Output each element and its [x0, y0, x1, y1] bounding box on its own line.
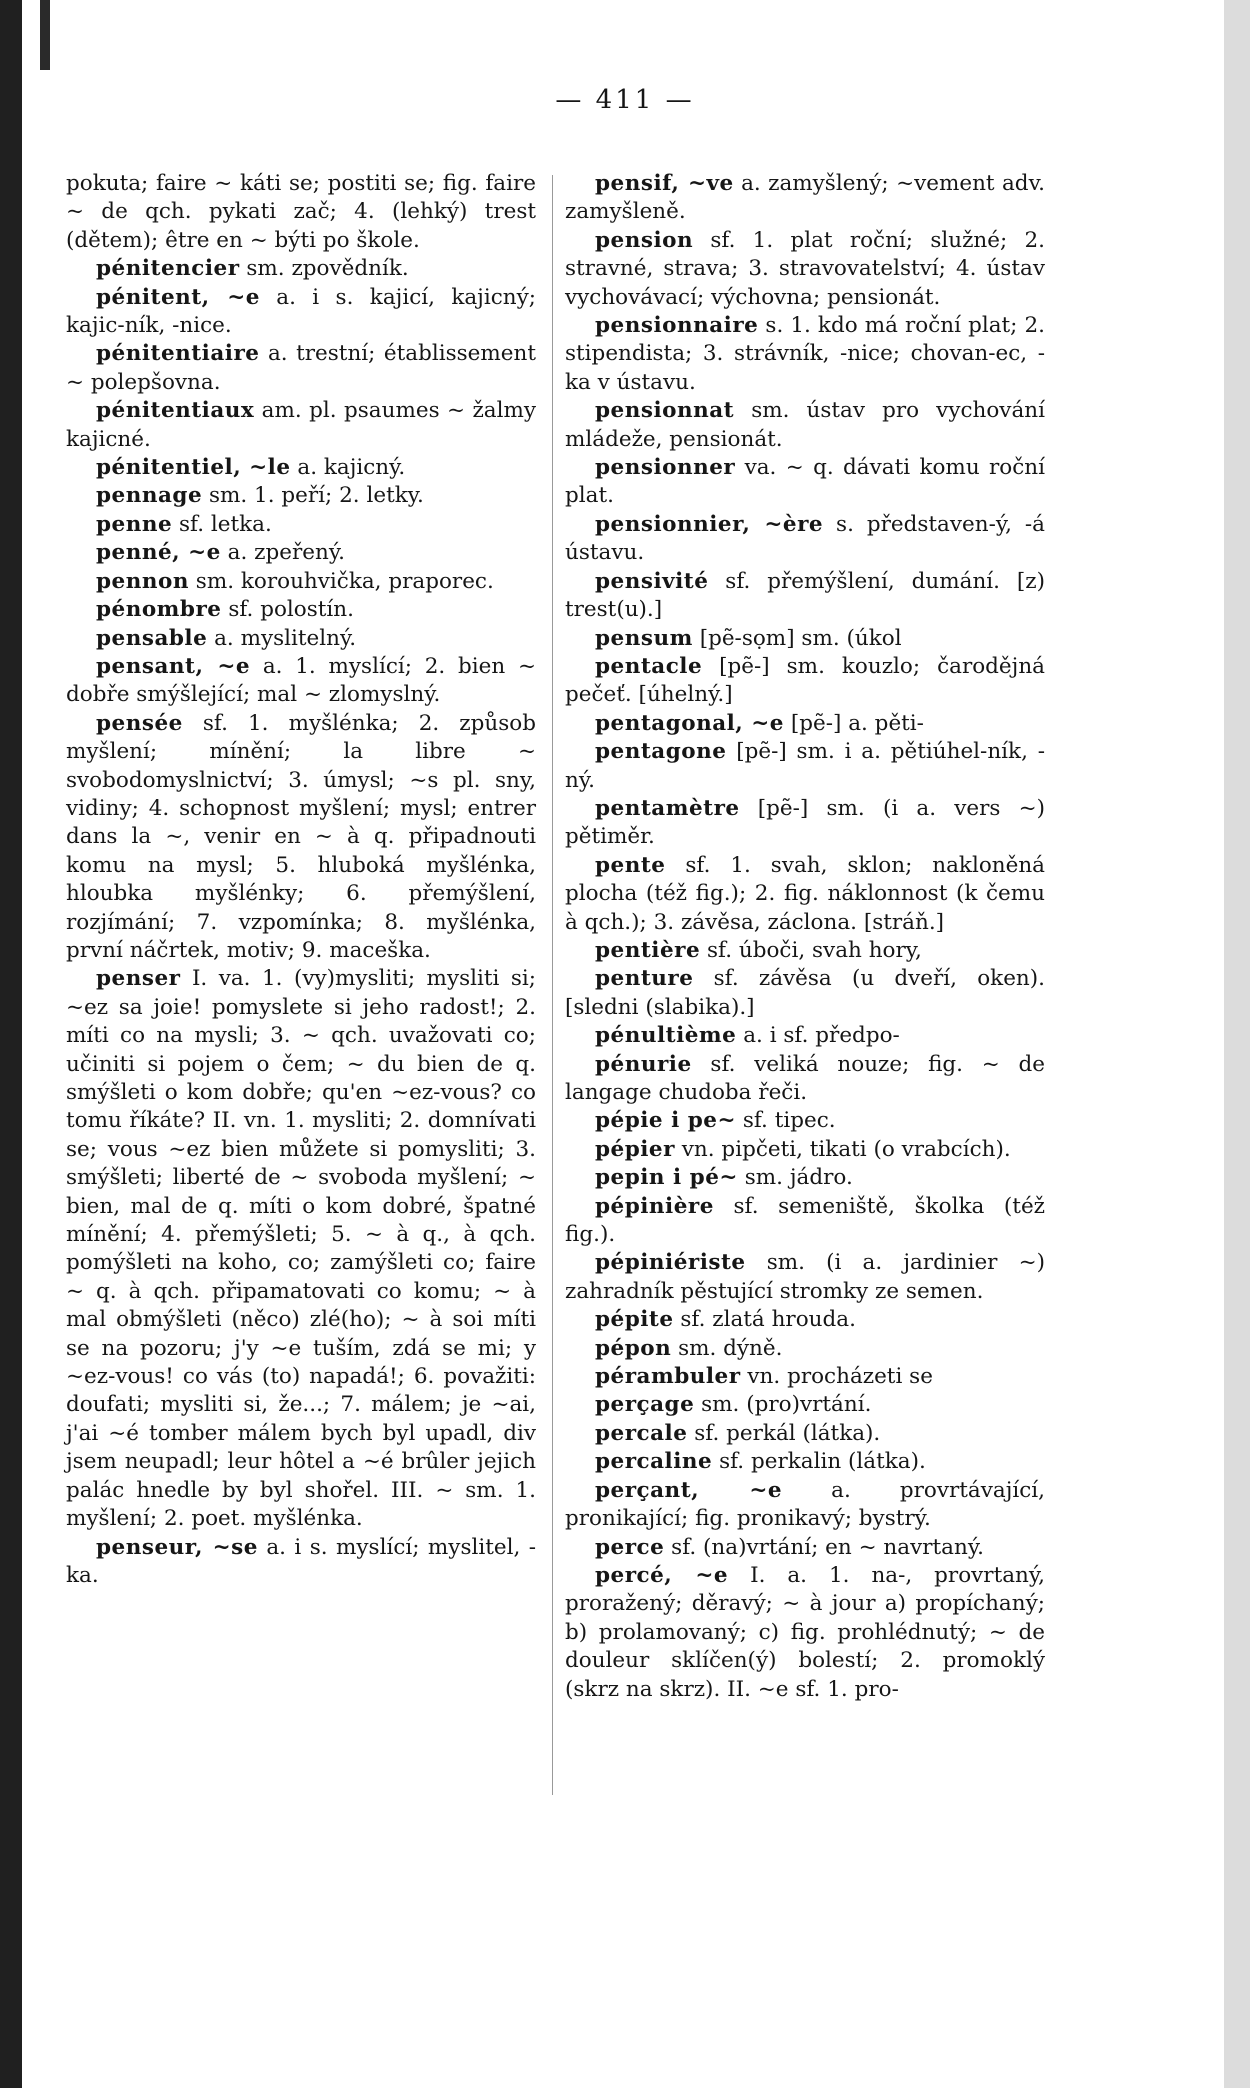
entry-definition: sm. 1. peří; 2. letky.	[208, 483, 424, 509]
entry-definition: sm. korouhvička, praporec.	[195, 568, 494, 594]
entry-definition: a. zpeřený.	[227, 540, 345, 566]
right-column	[565, 170, 1045, 1704]
entry-definition: s. 1. kdo má roční plat; 2. stipendista; 3. strávník, -nice; chovan-ec, -ka v ústavu.	[565, 313, 1045, 395]
entry-headword: pénitencier	[96, 256, 240, 282]
dictionary-entry	[565, 1249, 1045, 1306]
entry-definition: sm. (i a. jardinier ~) zahradník pěstující stromky ze semen.	[565, 1250, 1045, 1304]
entry-headword: perçage	[595, 1392, 695, 1418]
entry-definition: a. i s. myslící; myslitel, -ka.	[66, 1534, 536, 1588]
entry-definition: va. ~ q. dávati komu roční plat.	[565, 455, 1045, 509]
scan-edge-mark	[40, 0, 50, 70]
dictionary-entry	[66, 710, 536, 966]
dictionary-entry	[66, 397, 536, 454]
dictionary-entry	[565, 1136, 1045, 1164]
entry-headword: pénombre	[96, 597, 222, 623]
entry-headword: perçant, ~e	[595, 1477, 783, 1503]
entry-headword: pentagone	[595, 739, 727, 765]
entry-headword: pénitent, ~e	[96, 284, 260, 310]
entry-definition: a. 1. myslící; 2. bien ~ dobře smýšlející; mal ~ zlomyslný.	[66, 653, 536, 708]
entry-definition: a. i sf. předpo-	[743, 1023, 900, 1049]
entry-headword: pénitentiaux	[96, 398, 255, 424]
dictionary-entry	[565, 397, 1045, 454]
dictionary-entry	[66, 596, 536, 624]
dictionary-entry	[565, 227, 1045, 312]
entry-headword: percé, ~e	[595, 1562, 729, 1588]
dictionary-entry	[66, 482, 536, 510]
dictionary-entry	[565, 1363, 1045, 1391]
column-divider	[552, 175, 553, 1795]
entry-definition: sf. závěsa (u dveří, oken). [sledni (slabika).]	[565, 966, 1045, 1020]
entry-headword: pénurie	[595, 1051, 692, 1077]
entry-headword: pensée	[96, 710, 183, 736]
dictionary-entry	[565, 1306, 1045, 1334]
entry-definition: [pẽ-] sm. i a. pětiúhel-ník, -ný.	[565, 739, 1045, 793]
entry-headword: pentamètre	[595, 795, 740, 821]
entry-definition: sf. letka.	[179, 511, 272, 537]
dictionary-entry	[66, 965, 536, 1533]
dictionary-entry	[565, 1164, 1045, 1192]
entry-headword: penture	[595, 966, 694, 992]
dictionary-entry	[66, 511, 536, 539]
entry-headword: pépie i pe~	[595, 1108, 736, 1134]
entry-definition: a. zamyšlený; ~vement adv. zamyšleně.	[565, 171, 1045, 225]
dictionary-entry	[66, 255, 536, 283]
scan-right-edge	[1224, 0, 1250, 2088]
entry-headword: pepin i pé~	[595, 1165, 738, 1191]
entry-definition: sf. 1. plat roční; služné; 2. stravné, strava; 3. stravovatelství; 4. ústav vychovávací; výchovna; pensionát.	[565, 227, 1045, 310]
entry-headword: penseur, ~se	[96, 1534, 258, 1560]
dictionary-entry	[565, 937, 1045, 965]
entry-definition: sf. perkalin (látka).	[719, 1449, 926, 1475]
entry-definition: sf. veliká nouze; fig. ~ de langage chudoba řeči.	[565, 1051, 1045, 1105]
dictionary-entry	[565, 1107, 1045, 1135]
entry-definition: sm. ústav pro vychování mládeže, pensionát.	[565, 398, 1045, 452]
dictionary-entry	[565, 170, 1045, 227]
dictionary-entry	[565, 511, 1045, 568]
dictionary-entry	[565, 1448, 1045, 1476]
dictionary-entry	[565, 738, 1045, 795]
entry-headword: pénultième	[595, 1023, 737, 1049]
entry-headword: pensif, ~ve	[595, 171, 734, 196]
left-column	[66, 170, 536, 1590]
entry-definition: a. myslitelný.	[214, 625, 357, 651]
dictionary-entry	[565, 795, 1045, 852]
entry-headword: pennon	[96, 568, 189, 594]
entry-headword: pensionner	[595, 455, 736, 481]
entry-definition: [pẽ-] sm. (i a. vers ~) pětiměr.	[565, 795, 1046, 850]
entry-definition: sf. tipec.	[742, 1108, 836, 1134]
entry-definition: [pẽ-sọm] sm. (úkol	[699, 625, 902, 651]
dictionary-entry	[565, 653, 1045, 710]
entry-headword: pentagonal, ~e	[595, 710, 784, 736]
entry-definition: pokuta; faire ~ káti se; postiti se; fig. faire ~ de qch. pykati zač; 4. (lehký) trest (dětem); être en ~ býti po škole.	[66, 171, 536, 253]
entry-definition: a. i s. kajicí, kajicný; kajic-ník, -nice.	[66, 284, 536, 339]
dictionary-entry	[565, 1193, 1045, 1250]
entry-definition: a. trestní; établissement ~ polepšovna.	[66, 341, 537, 395]
entry-headword: pensant, ~e	[96, 653, 251, 679]
entry-headword: pensum	[595, 625, 693, 651]
dictionary-entry	[565, 1534, 1045, 1562]
dictionary-entry	[565, 568, 1045, 625]
entry-headword: pensionnat	[595, 398, 735, 424]
dictionary-entry	[565, 454, 1045, 511]
entry-headword: pente	[595, 852, 666, 878]
entry-definition: a. kajicný.	[297, 455, 406, 481]
dictionary-entry	[66, 340, 536, 397]
entry-headword: pentacle	[595, 653, 703, 679]
entry-headword: percale	[595, 1420, 688, 1446]
dictionary-entry	[66, 454, 536, 482]
entry-definition: sf. polostín.	[228, 597, 354, 623]
entry-definition: [pẽ-] sm. kouzlo; čarodějná pečeť. [úhelný.]	[565, 653, 1045, 708]
dictionary-entry	[565, 1562, 1045, 1704]
entry-definition: sf. úboči, svah hory,	[706, 937, 922, 963]
entry-definition: sm. (pro)vrtání.	[701, 1392, 872, 1418]
entry-definition: I. a. 1. na-, provrtaný, proražený; děravý; ~ à jour a) propíchaný; b) prolamovaný; c) fig. prohlédnutý; ~ de douleur sklíčen(ý) bolestí; 2. promoklý (skrz na skrz). II. ~e sf. 1. pro-	[565, 1562, 1045, 1702]
entry-headword: pénitentiel, ~le	[96, 455, 291, 481]
entry-headword: pépite	[595, 1307, 674, 1333]
dictionary-entry	[565, 965, 1045, 1022]
entry-headword: pépon	[595, 1335, 672, 1361]
entry-definition: sm. jádro.	[744, 1165, 853, 1191]
entry-definition: sf. semeniště, školka (též fig.).	[565, 1193, 1045, 1248]
entry-headword: pension	[595, 227, 694, 253]
entry-definition: sm. zpovědník.	[246, 256, 409, 282]
entry-headword: pensivité	[595, 568, 709, 594]
entry-definition: sf. přemýšlení, dumání. [z) trest(u).]	[565, 568, 1045, 623]
dictionary-entry	[66, 1534, 536, 1591]
entry-definition: a. provrtávající, pronikající; fig. pronikavý; bystrý.	[565, 1477, 1045, 1532]
dictionary-entry	[565, 1335, 1045, 1363]
entry-headword: pépinière	[595, 1193, 714, 1219]
entry-definition: vn. pipčeti, tikati (o vrabcích).	[681, 1136, 1011, 1162]
dictionary-entry	[565, 1051, 1045, 1108]
entry-headword: percaline	[595, 1449, 713, 1475]
entry-headword: penné, ~e	[96, 540, 221, 566]
scan-left-edge	[0, 0, 22, 2088]
dictionary-entry	[66, 625, 536, 653]
entry-headword: pépiniériste	[595, 1250, 746, 1276]
dictionary-entry	[565, 1391, 1045, 1419]
entry-definition: am. pl. psaumes ~ žalmy kajicné.	[66, 398, 536, 452]
dictionary-entry	[66, 284, 536, 341]
dictionary-entry	[565, 1022, 1045, 1050]
dictionary-entry	[565, 1477, 1045, 1534]
dictionary-entry	[66, 539, 536, 567]
dictionary-entry	[565, 625, 1045, 653]
page-number: — 411 —	[555, 85, 695, 115]
entry-definition: vn. procházeti se	[747, 1364, 933, 1390]
entry-definition: sf. 1. myšlénka; 2. způsob myšlení; mínění; la libre ~ svobodomyslnictví; 3. úmysl; ~s pl. sny, vidiny; 4. schopnost myšlení; mysl; entrer dans la ~, venir en ~ à q. připadnouti komu na mysl; 5. hluboká myšlénka, hloubka myšlénky; 6. přemýšlení, rozjímání; 7. vzpomínka; 8. myšlénka, první náčrtek, motiv; 9. maceška.	[66, 710, 536, 963]
entry-definition: sf. zlatá hrouda.	[680, 1307, 856, 1333]
entry-definition: sf. (na)vrtání; en ~ navrtaný.	[671, 1534, 984, 1560]
dictionary-entry	[66, 653, 536, 710]
dictionary-entry	[565, 1420, 1045, 1448]
entry-headword: pérambuler	[595, 1364, 741, 1390]
entry-headword: pentière	[595, 937, 701, 963]
entry-definition: [pẽ-] a. pěti-	[790, 710, 924, 736]
entry-headword: penser	[96, 966, 181, 992]
dictionary-entry	[565, 312, 1045, 397]
entry-headword: perce	[595, 1534, 665, 1560]
entry-headword: pénitentiaire	[96, 341, 260, 367]
entry-headword: pensionnaire	[595, 313, 759, 339]
entry-definition: sf. 1. svah, sklon; nakloněná plocha (též fig.); 2. fig. náklonnost (k čemu à qch.); 3. závěsa, záclona. [stráň.]	[565, 852, 1045, 935]
dictionary-entry	[565, 710, 1045, 738]
dictionary-entry	[565, 852, 1045, 937]
entry-headword: pennage	[96, 483, 203, 509]
dictionary-entry	[66, 170, 536, 255]
entry-headword: pensionnier, ~ère	[595, 511, 824, 537]
entry-headword: pensable	[96, 625, 208, 651]
dictionary-entry	[66, 568, 536, 596]
entry-headword: penne	[96, 511, 173, 537]
entry-definition: I. va. 1. (vy)mysliti; mysliti si; ~ez sa joie! pomyslete si jeho radost!; 2. míti co na mysli; 3. ~ qch. uvažovati co; učiniti si pojem o čem; ~ du bien de q. smýšleti o kom dobře; qu'en ~ez-vous? co tomu říkáte? II. vn. 1. mysliti; 2. domnívati se; vous ~ez bien můžete si pomysliti; 3. smýšleti; liberté de ~ svoboda myšlení; ~ bien, mal de q. míti o kom dobré, špatné mínění; 4. přemýšleti; 5. ~ à q., à qch. pomýšleti na koho, co; zamýšleti co; faire ~ q. à qch. připamatovati co komu; ~ à mal obmýšleti (něco) zlé(ho); ~ à soi míti se na pozoru; j'y ~e tuším, zdá se mi; y ~ez-vous! co vás (to) napadá!; 6. považiti: doufati; mysliti si, že...; 7. málem; je ~ai, j'ai ~é tomber málem bych byl upadl, div jsem neupadl; leur hôtel a ~é brûler jejich palác hnedle by byl shořel. III. ~ sm. 1. myšlení; 2. poet. myšlénka.	[66, 966, 536, 1532]
entry-definition: s. představen-ý, -á ústavu.	[565, 511, 1045, 566]
entry-definition: sm. dýně.	[678, 1335, 783, 1361]
entry-definition: sf. perkál (látka).	[694, 1420, 881, 1446]
entry-headword: pépier	[595, 1136, 675, 1162]
